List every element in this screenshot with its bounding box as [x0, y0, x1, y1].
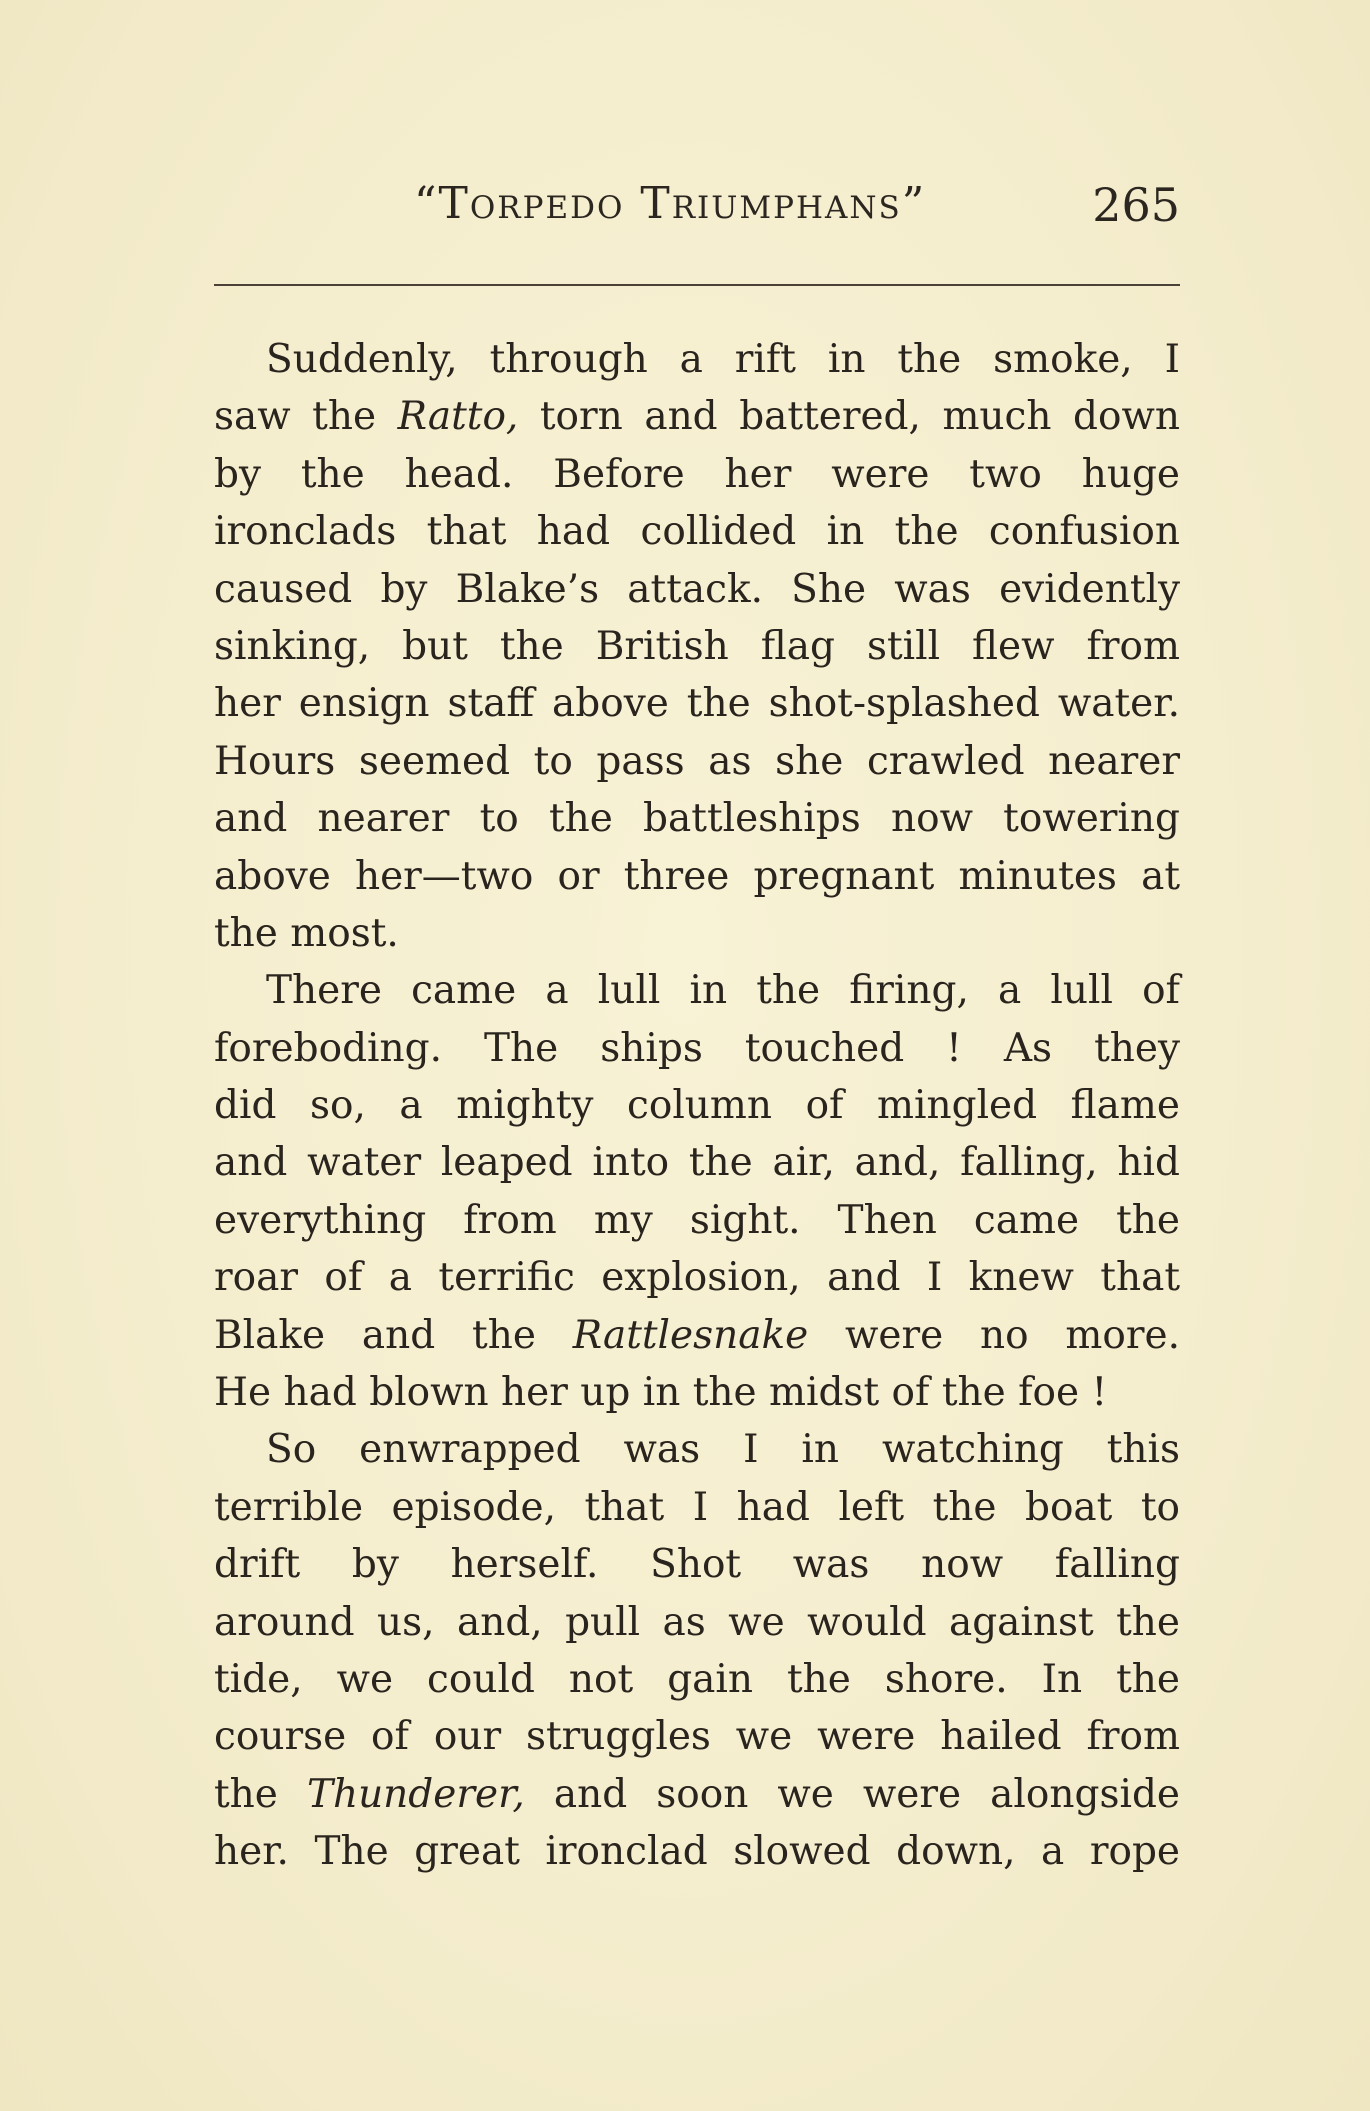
- text-line: did so, a mighty column of mingled flame: [214, 1083, 1180, 1129]
- text-line: by the head. Before her were two huge: [214, 451, 1180, 497]
- text-line: Blake and the Rattlesnake were no more.: [214, 1312, 1180, 1358]
- text-line: sinking, but the British flag still flew from: [214, 623, 1180, 669]
- running-title: “Torpedo Triumphans”: [414, 178, 927, 229]
- paragraph: [214, 331, 1180, 962]
- text-line: around us, and, pull as we would against the: [214, 1599, 1180, 1645]
- page-header: [214, 178, 1180, 242]
- text-line: her. The great ironclad slowed down, a rope: [214, 1829, 1180, 1875]
- text-line: everything from my sight. Then came the: [214, 1197, 1180, 1243]
- paragraph: [214, 962, 1180, 1421]
- text-line: terrible episode, that I had left the boat to: [214, 1484, 1180, 1530]
- text-line: tide, we could not gain the shore. In the: [214, 1656, 1180, 1702]
- text-line: course of our struggles we were hailed from: [214, 1714, 1180, 1760]
- text-line: caused by Blake’s attack. She was evidently: [214, 566, 1180, 612]
- text-line: above her—two or three pregnant minutes at: [214, 853, 1180, 899]
- text-line: and water leaped into the air, and, falling, hid: [214, 1140, 1180, 1186]
- text-line: There came a lull in the firing, a lull of: [266, 968, 1180, 1014]
- text-line: He had blown her up in the midst of the foe !: [214, 1370, 1108, 1416]
- text-line: her ensign staff above the shot-splashed water.: [214, 681, 1180, 727]
- italic-ship-name: Rattlesnake: [572, 1312, 809, 1358]
- body-text: [214, 331, 1180, 1881]
- text-line: the Thunderer, and soon we were alongside: [214, 1771, 1180, 1817]
- text-line: foreboding. The ships touched ! As they: [214, 1025, 1180, 1071]
- italic-ship-name: Thunderer,: [306, 1771, 525, 1817]
- text-line: Suddenly, through a rift in the smoke, I: [266, 337, 1180, 382]
- text-line: So enwrapped was I in watching this: [266, 1427, 1180, 1473]
- text-line: roar of a terrific explosion, and I knew that: [214, 1255, 1180, 1301]
- text-line: Hours seemed to pass as she crawled nearer: [214, 738, 1180, 784]
- italic-ship-name: Ratto,: [397, 394, 519, 440]
- text-line: ironclads that had collided in the confusion: [214, 509, 1180, 555]
- page-number: 265: [1092, 178, 1180, 232]
- text-line: saw the Ratto, torn and battered, much down: [214, 394, 1180, 440]
- text-line: the most.: [214, 910, 399, 956]
- text-line: and nearer to the battleships now towering: [214, 796, 1180, 842]
- paragraph: [214, 1421, 1180, 1880]
- text-line: drift by herself. Shot was now falling: [214, 1542, 1180, 1588]
- header-rule: [214, 284, 1180, 286]
